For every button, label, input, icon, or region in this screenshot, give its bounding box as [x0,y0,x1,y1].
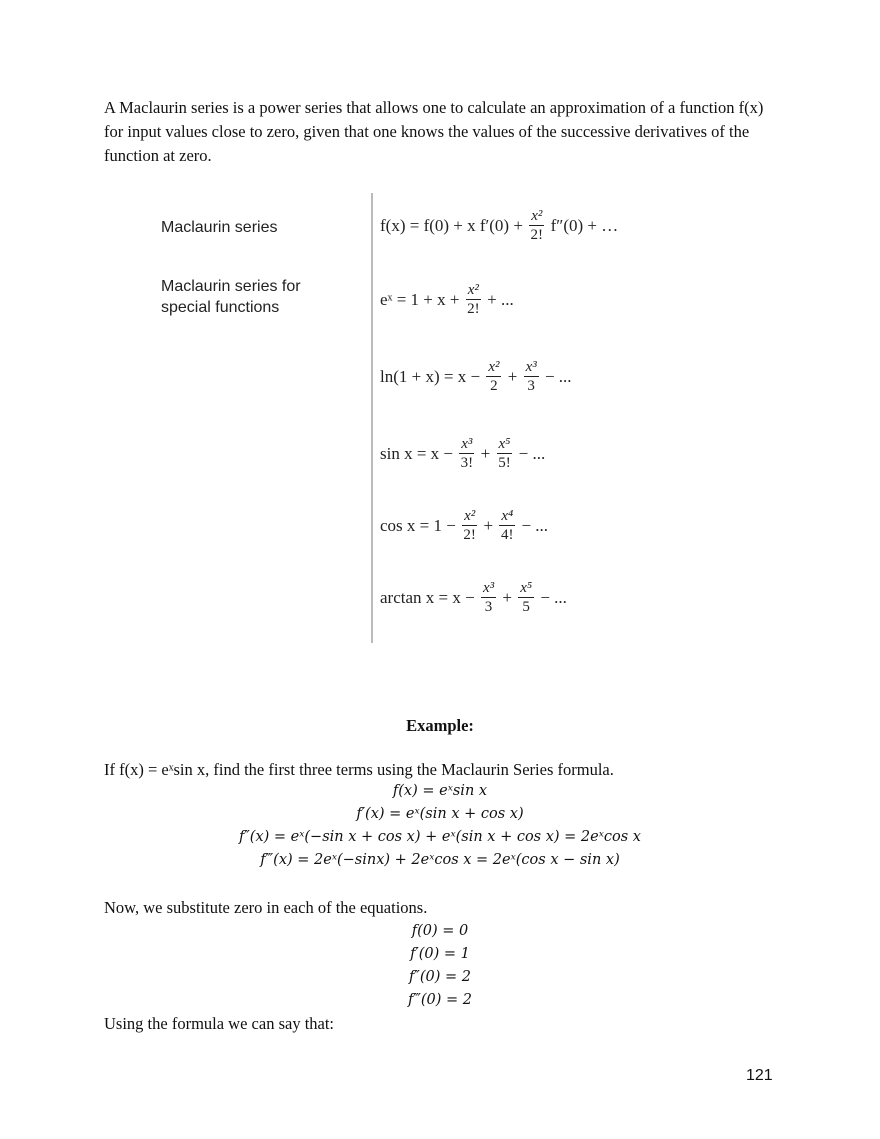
equation-text: + [476,443,495,463]
equation-text: cos x = 1 − [380,515,461,535]
numerator: x⁴ [501,508,514,524]
series-equation [380,207,618,244]
numerator: x⁵ [498,436,511,452]
equation-text: f(x) = f(0) + x f′(0) + [380,215,528,235]
numerator: x⁵ [520,580,533,596]
series-equation [380,358,572,395]
series-equation [380,507,548,544]
fraction [466,281,481,318]
fraction [518,579,534,616]
equation-text: + [503,366,522,386]
fraction [462,507,477,544]
denominator: 4! [501,527,514,543]
value-1: f′(0) = 1 [410,946,470,962]
numerator: x² [467,282,479,298]
numerator: x² [531,208,543,224]
equation-text: + [479,515,498,535]
numerator: x² [464,508,476,524]
derivative-2: f″(x) = eˣ(−sin x + cos x) + eˣ(sin x + cos x) = 2eˣcos x [239,829,641,845]
value-3: f‴(0) = 2 [407,992,473,1008]
label-maclaurin-series: Maclaurin series [161,219,278,236]
label-special-functions-2: special functions [161,299,280,316]
value-0: f(0) = 0 [411,923,469,939]
example-heading: Example: [406,716,474,735]
fraction [499,507,515,544]
example-prompt: If f(x) = eˣsin x, find the first three terms using the Maclaurin Series formula. [104,760,614,779]
equation-text: arctan x = x − [380,587,479,607]
equation-text: f″(0) + … [546,215,619,235]
denominator: 2! [467,301,480,317]
maclaurin-figure [150,193,670,645]
denominator: 3 [484,599,493,615]
fraction [529,207,544,244]
equation-text: − ... [514,443,546,463]
equation-text: − ... [536,587,567,607]
page-number: 121 [746,1067,773,1084]
conclusion-text: Using the formula we can say that: [104,1014,335,1033]
denominator: 2! [530,227,544,243]
series-equation [380,435,545,472]
denominator: 2! [463,527,476,543]
equation-text: − ... [540,366,572,386]
numerator: x³ [525,359,537,375]
denominator: 5 [522,599,530,615]
equation-text: + ... [482,289,514,309]
numerator: x² [488,359,500,375]
fraction [459,435,474,472]
value-2: f″(0) = 2 [409,969,471,985]
label-special-functions-1: Maclaurin series for [161,278,301,295]
divider-line [371,193,373,643]
derivative-1: f′(x) = eˣ(sin x + cos x) [356,806,524,822]
denominator: 5! [498,455,511,471]
derivative-0: f(x) = eˣsin x [392,783,488,799]
series-equation [380,281,514,318]
numerator: x³ [461,436,473,452]
intro-paragraph: A Maclaurin series is a power series that allows one to calculate an approximation of a function f(x) for input values close to zero, given that one knows the values of the successive derivatives of the function at zero. [104,98,764,165]
equation-text: sin x = x − [380,443,458,463]
denominator: 2 [490,378,498,394]
numerator: x³ [482,580,495,596]
equation-text: ln(1 + x) = x − [380,366,485,386]
denominator: 3! [460,455,474,471]
denominator: 3 [527,378,535,394]
fraction [481,579,496,616]
equation-text: eˣ = 1 + x + [380,289,464,309]
equation-text: − ... [517,515,549,535]
equation-text: + [498,587,517,607]
substitute-text: Now, we substitute zero in each of the equations. [104,898,428,917]
derivative-3: f‴(x) = 2eˣ(−sinx) + 2eˣcos x = 2eˣ(cos x − sin x) [260,852,620,868]
fraction [486,358,501,395]
fraction [497,435,513,472]
series-equation [380,579,567,616]
fraction [524,358,539,395]
